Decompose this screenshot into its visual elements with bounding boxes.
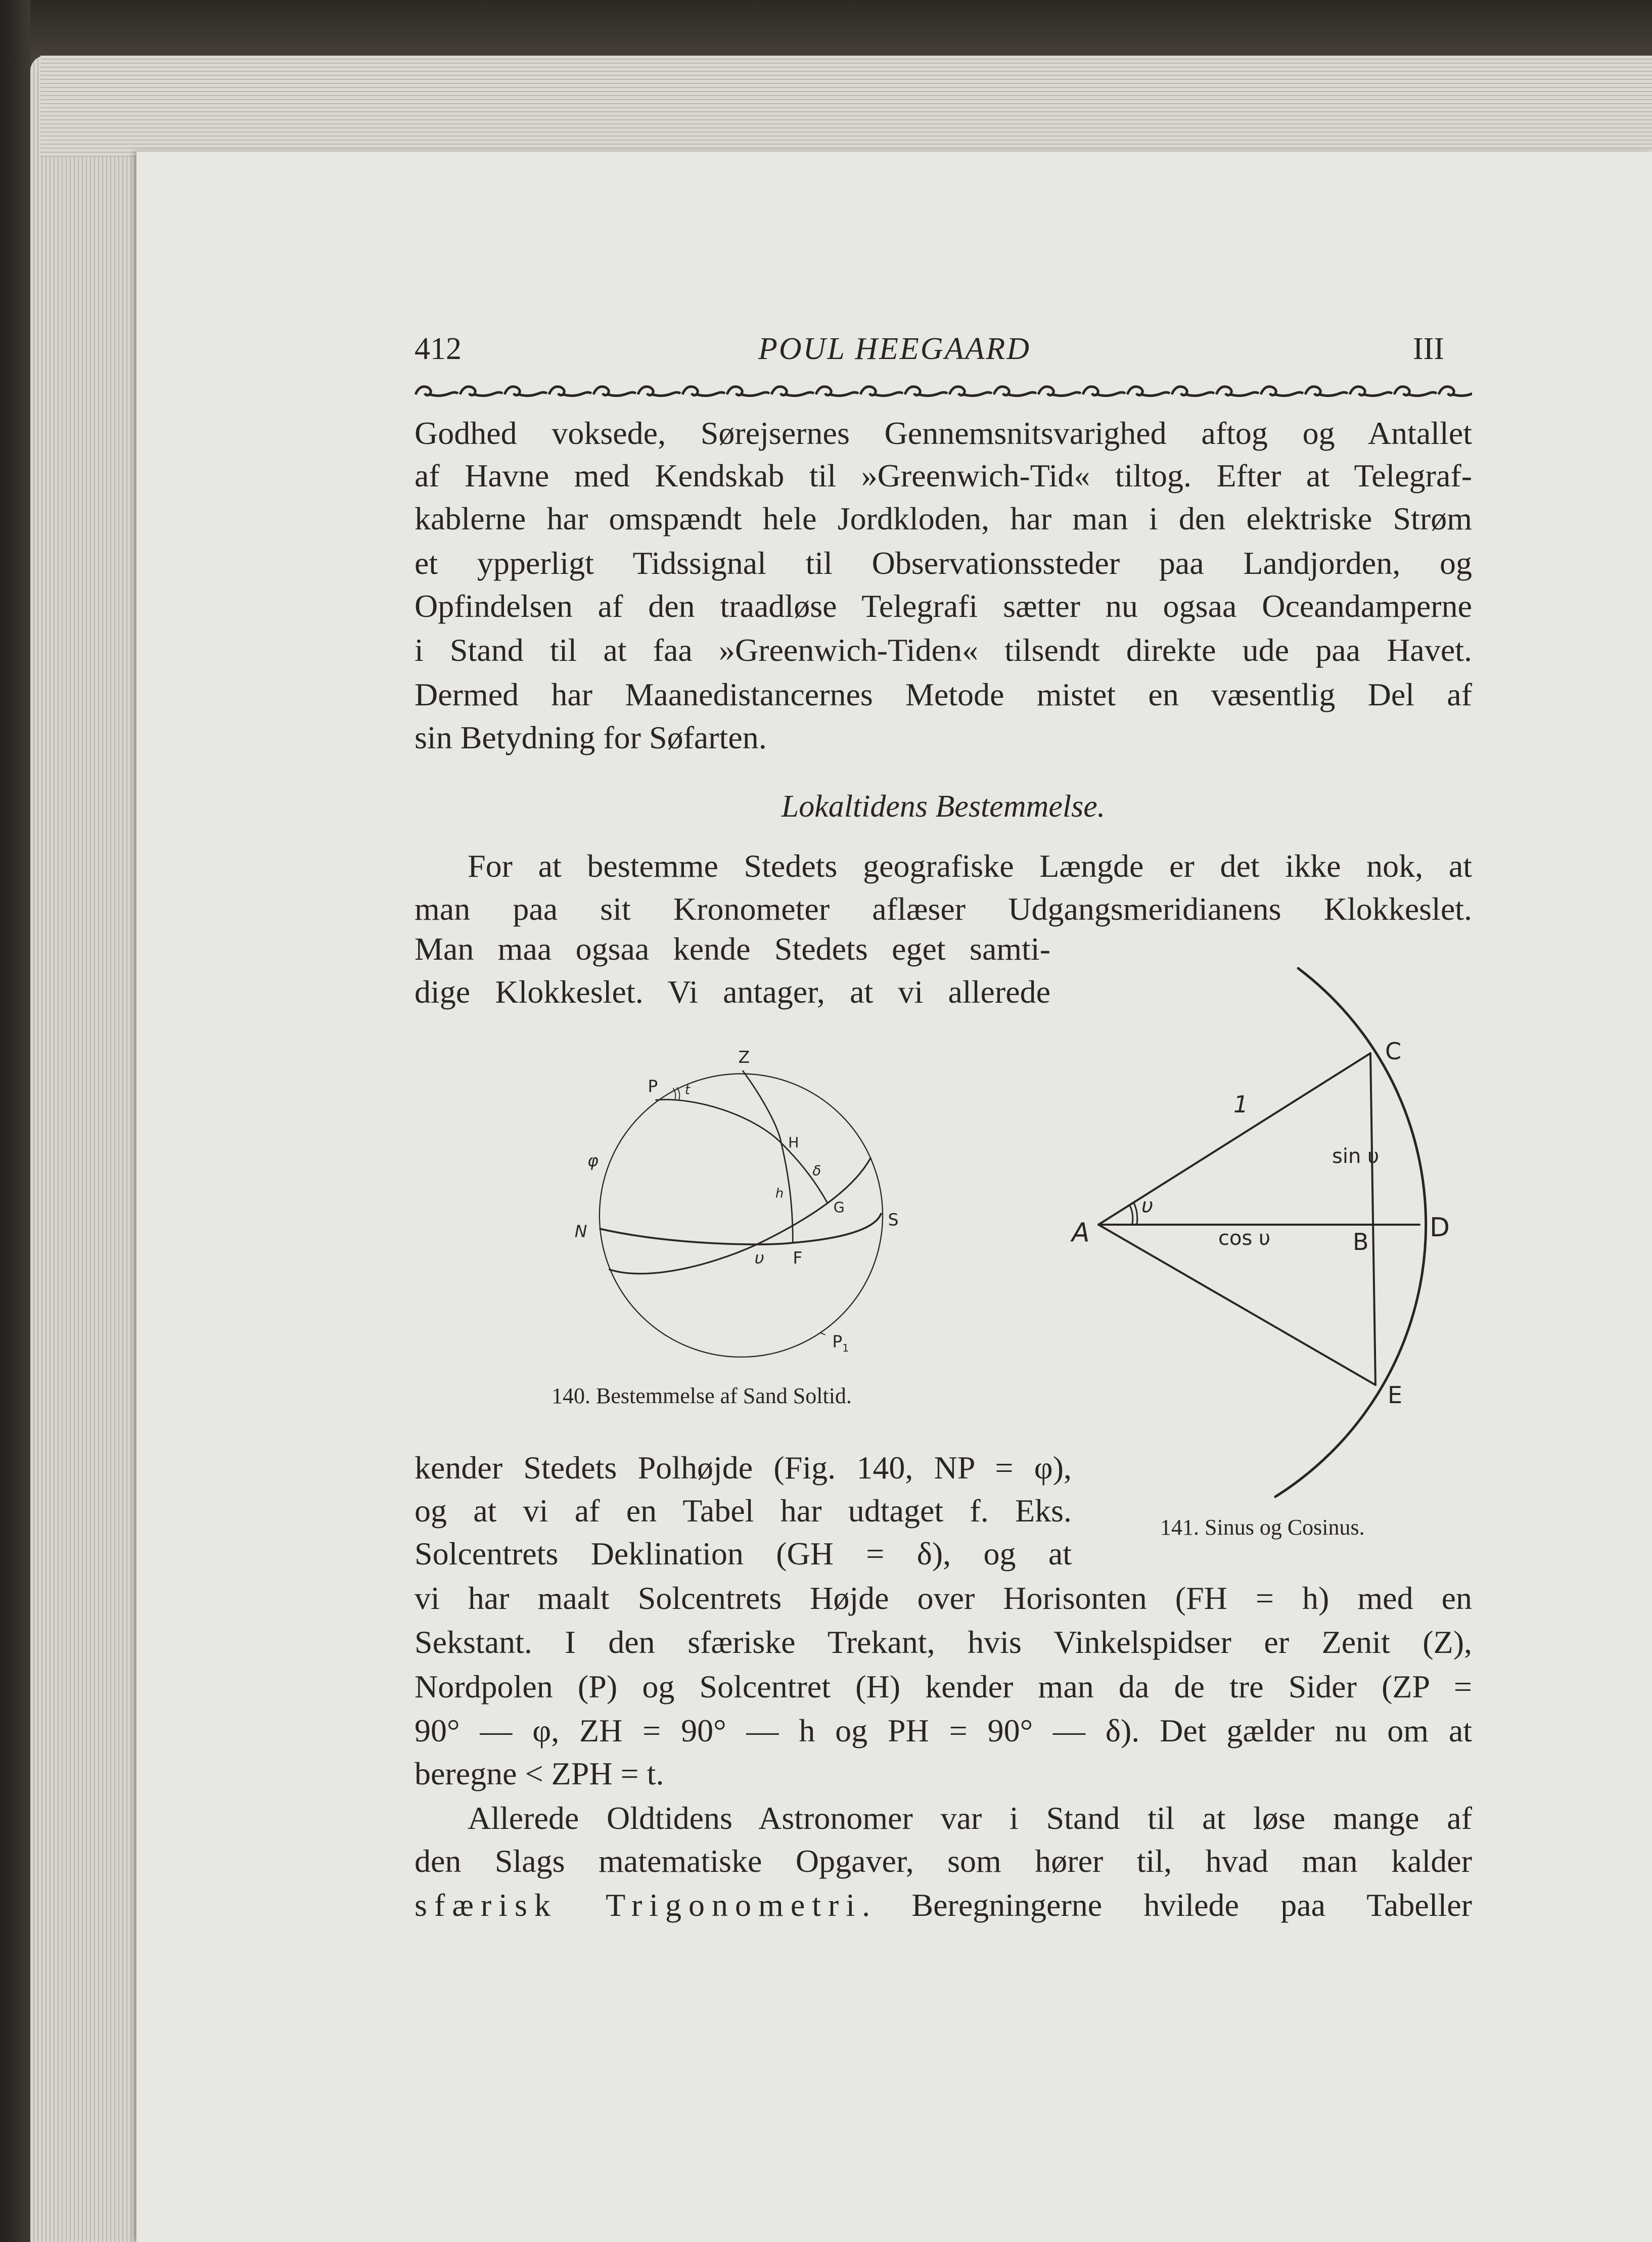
text-line: dige Klokkeslet. Vi antager, at vi allerede [415,974,1050,1010]
text-line: et ypperligt Tidssignal til Observationssteder paa Landjorden, og [415,545,1472,581]
label-v: υ [754,1248,764,1268]
text-line: sin Betydning for Søfarten. [415,720,767,755]
figure-141-caption: 141. Sinus og Cosinus. [1160,1515,1365,1540]
text-line: man paa sit Kronometer aflæser Udgangsmeridianens Klokkeslet. [415,891,1472,927]
text-line: kablerne har omspændt hele Jordkloden, har man i den elektriske Strøm [415,501,1472,536]
text-line: af Havne med Kendskab til »Greenwich-Tid« tiltog. Efter at Telegraf- [415,458,1472,494]
text-line: Allerede Oldtidens Astronomer var i Stand til at løse mange af [468,1800,1472,1836]
label-one: 1 [1233,1091,1249,1118]
label-t: t [684,1082,690,1098]
spaced-term: sfærisk Trigonometri [415,1887,862,1923]
text-line: 90° — φ, ZH = 90° — h og PH = 90° — δ). Det gælder nu om at [415,1713,1472,1748]
label-angle: υ [1141,1194,1154,1218]
page-number: 412 [415,332,462,366]
text-line: vi har maalt Solcentrets Højde over Horisonten (FH = h) med en [415,1580,1472,1616]
text-line: Opfindelsen af den traadløse Telegrafi sætter nu ogsaa Oceandamperne [415,588,1472,624]
chapter-number: III [1413,332,1444,366]
unit-circle-arc [1275,968,1426,1497]
label-c: C [1385,1038,1402,1065]
text-line: og at vi af en Tabel har udtaget f. Eks. [415,1493,1072,1529]
text-line: Godhed voksede, Sørejsernes Gennemsnitsvarighed aftog og Antallet [415,415,1472,451]
label-d: D [1430,1213,1450,1243]
text-line-rest: . Beregningerne hvilede paa Tabeller [862,1887,1473,1923]
angle-mark [1130,1203,1137,1224]
horizon-arc [600,1214,881,1244]
ornamental-rule [415,380,1472,400]
book-cover-left [0,0,30,2242]
label-g: G [833,1199,845,1217]
text-line: Dermed har Maanedistancernes Metode mistet en væsentlig Del af [415,677,1472,712]
label-e: E [1388,1381,1403,1409]
label-s: S [888,1209,899,1230]
text-line: i Stand til at faa »Greenwich-Tiden« tilsendt direkte ude paa Havet. [415,632,1472,668]
text-line: For at bestemme Stedets geografiske Længde er det ikke nok, at [468,848,1472,884]
text-line: Solcentrets Deklination (GH = δ), og at [415,1536,1072,1572]
hour-circle-arc [656,1100,828,1203]
running-title: POUL HEEGAARD [758,332,1031,366]
text-line: Sekstant. I den sfæriske Trekant, hvis Vinkelspidser er Zenit (Z), [415,1624,1472,1660]
text-line-last [415,1884,1472,1927]
figure-141-sine-cosine [1051,961,1496,1542]
segment-ce [1370,1053,1375,1385]
label-cos: cos υ [1218,1227,1271,1250]
label-sin: sin υ [1332,1145,1380,1168]
label-phi: φ [587,1150,599,1171]
label-n: N [574,1221,587,1241]
figure-140-celestial-sphere [556,1032,920,1396]
label-a: A [1072,1218,1090,1248]
label-f: F [793,1248,803,1268]
text-line: Nordpolen (P) og Solcentret (H) kender man da de tre Sider (ZP = [415,1669,1472,1705]
equator-arc [610,1158,871,1274]
text-line: beregne < ZPH = t. [415,1756,664,1791]
page-edges-top [40,56,1652,157]
label-p1-sub: 1 [842,1341,849,1354]
segment-ac [1098,1053,1370,1225]
label-delta: δ [812,1162,821,1179]
text-line: kender Stedets Polhøjde (Fig. 140, NP = φ), [415,1450,1072,1486]
label-z: Z [738,1047,750,1067]
section-heading: Lokaltidens Bestemmelse. [781,789,1106,824]
label-h-upper: H [788,1134,799,1151]
label-p: P [648,1076,658,1096]
p1-tick [820,1333,824,1335]
label-b: B [1353,1228,1369,1255]
label-p1-main: P [832,1331,843,1352]
vertical-circle-arc [743,1071,793,1243]
label-p1 [832,1331,849,1354]
figure-140-caption: 140. Bestemmelse af Sand Soltid. [552,1383,852,1408]
text-line: Man maa ogsaa kende Stedets eget samti- [415,931,1050,967]
label-h: h [775,1186,784,1201]
text-line: den Slags matematiske Opgaver, som hører til, hvad man kalder [415,1843,1472,1879]
